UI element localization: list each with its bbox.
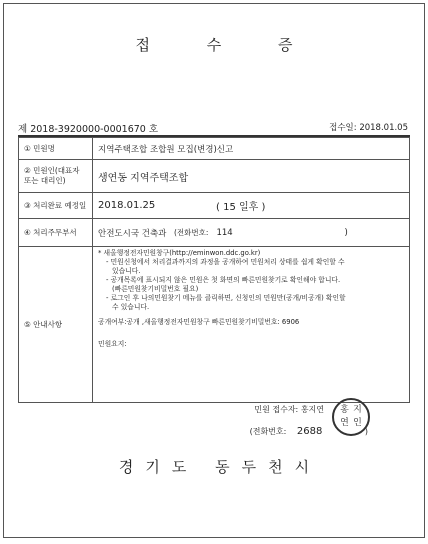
row-department (19, 219, 410, 247)
department-cell (93, 219, 410, 247)
petition-name-label: ① 민원명 (19, 138, 93, 160)
receiver-phone-value: 2688 (296, 426, 323, 437)
receipt-date-value: 2018.01.05 (359, 123, 408, 133)
dept-phone-value: 114 (216, 227, 233, 238)
due-date-value: 2018.01.25 (98, 200, 156, 211)
notes-line-4: - 로그인 후 나의민원찾기 메뉴를 클릭하면, 신청인의 민원만(공개/비공개) 확인할 (106, 294, 346, 302)
notes-line-3b: (빠른민원찾기비밀번호 필요) (112, 285, 199, 293)
row-due-date (19, 193, 410, 219)
notes-content (93, 247, 410, 403)
due-days: ( 15 일후 ) (216, 202, 266, 213)
notes-line-2b: 있습니다. (112, 267, 141, 275)
row-notes (19, 247, 410, 403)
applicant-value: 생연동 지역주택조합 (93, 160, 410, 193)
seal-char-2: 지 (353, 405, 362, 415)
row-petition-name (19, 138, 410, 160)
request-summary-label: 민원요지: (98, 340, 127, 348)
seal-char-1: 홍 (340, 405, 349, 415)
seal-char-4: 인 (353, 418, 362, 428)
public-info: 공개여부:공개 ,새올행정전자민원창구 빠른민원찾기비밀번호: 6906 (98, 318, 300, 326)
due-date-label: ③ 처리완료 예정일 (19, 193, 93, 219)
notes-label: ⑤ 안내사항 (19, 247, 93, 403)
signature-area (18, 394, 410, 464)
applicant-label: ② 민원인(대표자 또는 대리인) (19, 160, 93, 193)
row-applicant (19, 160, 410, 193)
petition-name-value: 지역주택조합 조합원 모집(변경)신고 (93, 138, 410, 160)
receipt-date (329, 121, 408, 133)
notes-line-4b: 수 있습니다. (112, 303, 150, 311)
receiver-phone-label: (전화번호: (249, 427, 287, 436)
receipt-form-table (18, 137, 410, 403)
department-value: 안전도시국 건축과 (98, 228, 167, 239)
receiver-label: 민원 접수자: (254, 405, 299, 414)
receiver-line (254, 404, 324, 415)
receipt-document (3, 3, 425, 538)
official-seal (332, 398, 370, 436)
notes-line-3: - 공개목록에 표시되지 않은 민원은 첫 화면의 빠른민원찾기로 확인해야 합니다. (106, 276, 341, 284)
dept-phone-close: ) (344, 227, 348, 238)
issuer-name: 경기도 동두천시 (118, 458, 322, 476)
document-title: 접 수 증 (135, 36, 319, 54)
notes-line-2: - 민원신청에서 처리결과까지의 과정을 공개하여 민원처리 상태를 쉽게 확인할 수 (106, 258, 345, 266)
registration-number: 제 2018-3920000-0001670 호 (18, 124, 159, 135)
department-label: ④ 처리주무부서 (19, 219, 93, 247)
dept-phone-label: (전화번호: (174, 228, 209, 237)
notes-line-1: * 새올행정전자민원창구(http://eminwon.ddc.go.kr) (98, 249, 261, 257)
due-date-cell (93, 193, 410, 219)
seal-char-3: 연 (340, 418, 349, 428)
receiver-phone-close: ) (364, 427, 368, 436)
receipt-date-label: 접수일: (329, 123, 357, 133)
receiver-name: 홍지연 (300, 405, 324, 414)
